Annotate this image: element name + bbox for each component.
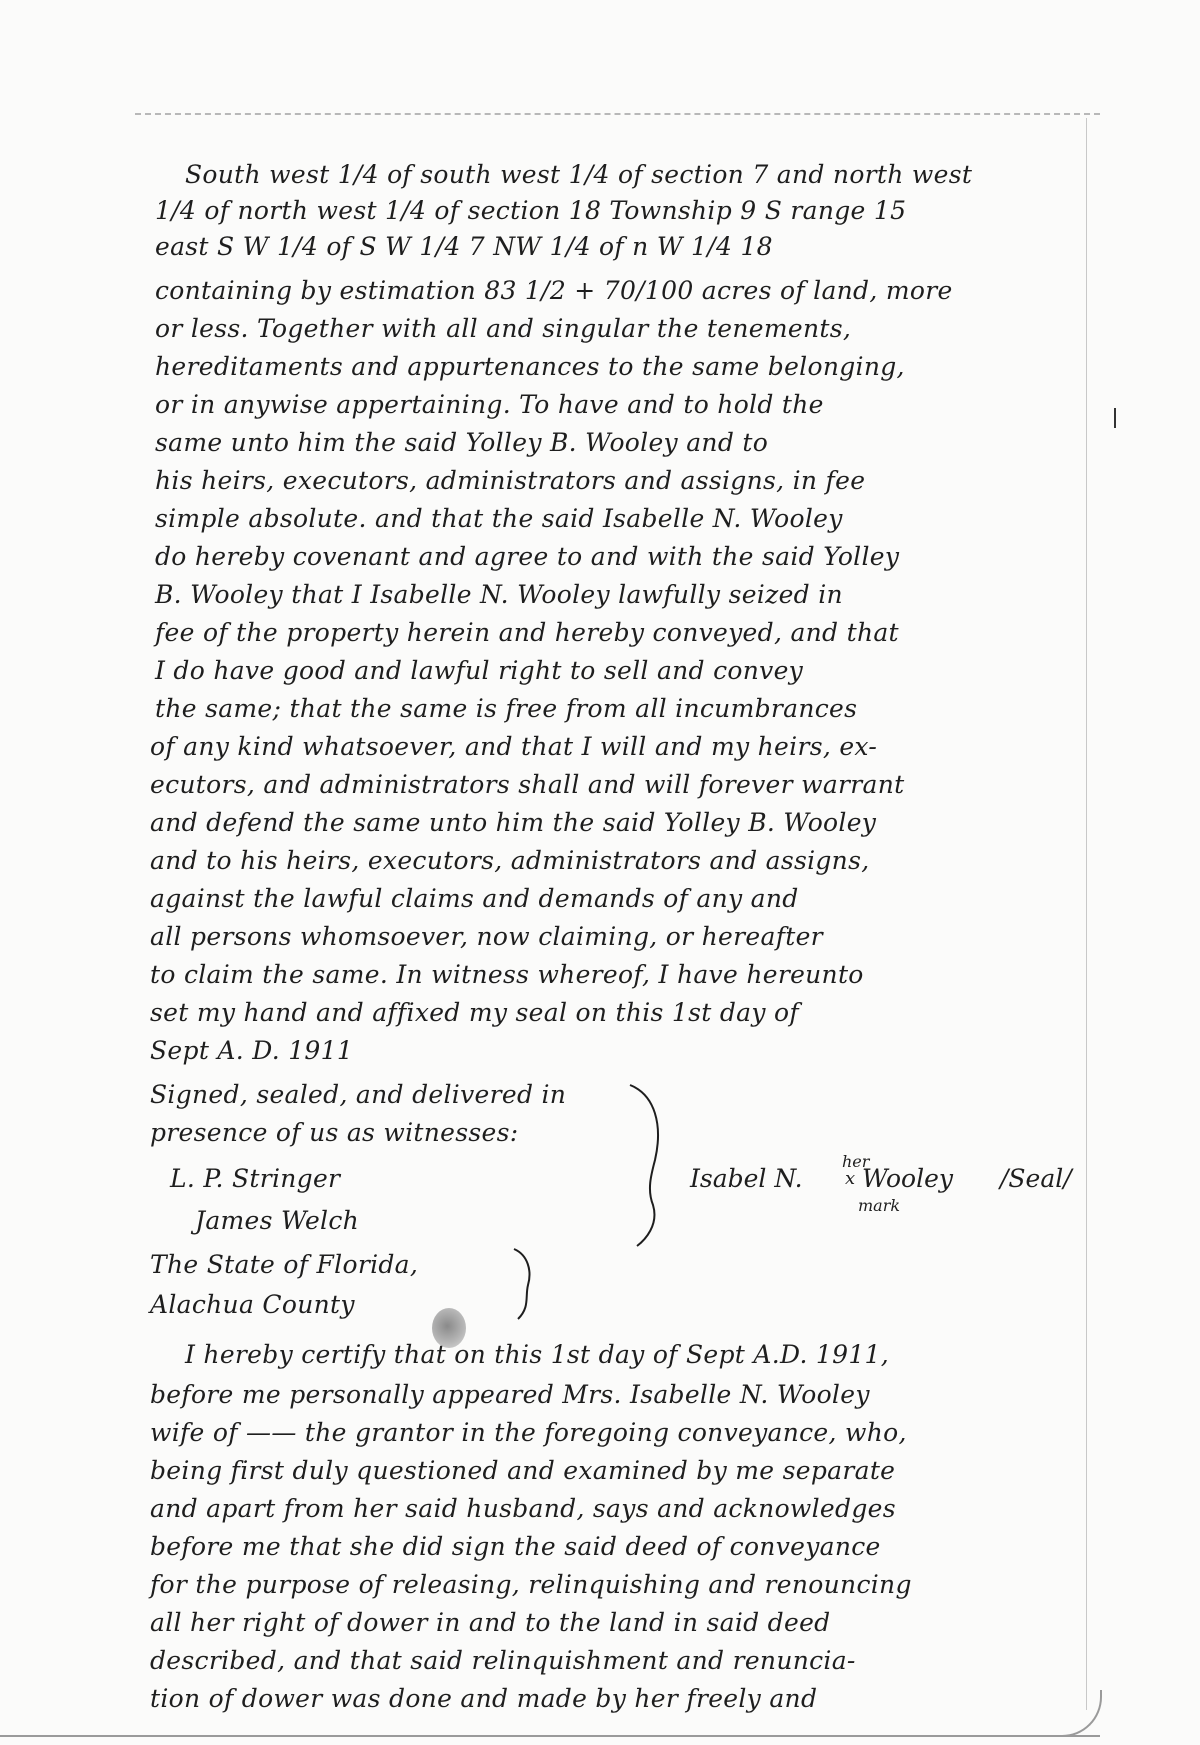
signature-mark-label: mark: [858, 1196, 901, 1215]
deed-line: east S W 1/4 of S W 1/4 7 NW 1/4 of n W 1/4 18: [155, 232, 773, 261]
signature-last-name: Wooley: [862, 1164, 954, 1193]
deed-line: his heirs, executors, administrators and assigns, in fee: [155, 466, 866, 495]
acknowledgment-line: I hereby certify that on this 1st day of Sept A.D. 1911,: [185, 1340, 890, 1369]
deed-line: and to his heirs, executors, administrators and assigns,: [150, 846, 870, 875]
deed-line: containing by estimation 83 1/2 + 70/100 acres of land, more: [155, 276, 953, 305]
acknowledgment-line: before me that she did sign the said deed of conveyance: [150, 1532, 881, 1561]
deed-line: against the lawful claims and demands of any and: [150, 884, 799, 913]
venue-state: The State of Florida,: [150, 1250, 419, 1279]
witness-name: L. P. Stringer: [170, 1164, 341, 1193]
deed-line: set my hand and affixed my seal on this 1st day of: [150, 998, 799, 1027]
acknowledgment-line: all her right of dower in and to the land in said deed: [150, 1608, 831, 1637]
signature-mark-x: x: [845, 1168, 856, 1189]
deed-line: hereditaments and appurtenances to the same belonging,: [155, 352, 905, 381]
witness-brace: [625, 1080, 675, 1250]
signature-first-name: Isabel N.: [690, 1164, 803, 1193]
deed-line: to claim the same. In witness whereof, I have hereunto: [150, 960, 864, 989]
deed-line: fee of the property herein and hereby conveyed, and that: [155, 618, 899, 647]
deed-line: all persons whomsoever, now claiming, or hereafter: [150, 922, 823, 951]
deed-line: 1/4 of north west 1/4 of section 18 Township 9 S range 15: [155, 196, 907, 225]
acknowledgment-line: being first duly questioned and examined by me separate: [150, 1456, 896, 1485]
deed-line: do hereby covenant and agree to and with the said Yolley: [155, 542, 900, 571]
right-margin-line: [1086, 118, 1087, 1710]
deed-line: the same; that the same is free from all incumbrances: [155, 694, 858, 723]
acknowledgment-line: wife of —— the grantor in the foregoing conveyance, who,: [150, 1418, 907, 1447]
deed-line: of any kind whatsoever, and that I will and my heirs, ex-: [150, 732, 878, 761]
deed-line: simple absolute. and that the said Isabelle N. Wooley: [155, 504, 843, 533]
deed-line: same unto him the said Yolley B. Wooley and to: [155, 428, 769, 457]
deed-line: ecutors, and administrators shall and will forever warrant: [150, 770, 905, 799]
witness-name: James Welch: [195, 1206, 360, 1235]
top-ruled-line: [135, 113, 1100, 115]
signature-seal: /Seal/: [1000, 1164, 1072, 1193]
acknowledgment-line: for the purpose of releasing, relinquishing and renouncing: [150, 1570, 912, 1599]
bottom-ruled-line: [0, 1735, 1100, 1737]
venue-brace: [510, 1245, 540, 1325]
acknowledgment-line: and apart from her said husband, says and acknowledges: [150, 1494, 896, 1523]
deed-date-line: Sept A. D. 1911: [150, 1036, 354, 1065]
acknowledgment-line: tion of dower was done and made by her freely and: [150, 1684, 818, 1713]
acknowledgment-line: before me personally appeared Mrs. Isabelle N. Wooley: [150, 1380, 870, 1409]
deed-line: I do have good and lawful right to sell and convey: [155, 656, 804, 685]
page-corner-curl: [1058, 1690, 1102, 1737]
acknowledgment-line: described, and that said relinquishment and renuncia-: [150, 1646, 856, 1675]
venue-county: Alachua County: [150, 1290, 355, 1319]
witness-attestation-line: Signed, sealed, and delivered in: [150, 1080, 567, 1109]
witness-attestation-line: presence of us as witnesses:: [150, 1118, 519, 1147]
deed-line: and defend the same unto him the said Yolley B. Wooley: [150, 808, 877, 837]
deed-line: South west 1/4 of south west 1/4 of section 7 and north west: [185, 160, 973, 189]
margin-tick-mark: [1114, 408, 1116, 428]
signature-her-label: her: [842, 1152, 870, 1171]
deed-line: or less. Together with all and singular the tenements,: [155, 314, 852, 343]
deed-line: B. Wooley that I Isabelle N. Wooley lawfully seized in: [155, 580, 843, 609]
deed-line: or in anywise appertaining. To have and to hold the: [155, 390, 824, 419]
